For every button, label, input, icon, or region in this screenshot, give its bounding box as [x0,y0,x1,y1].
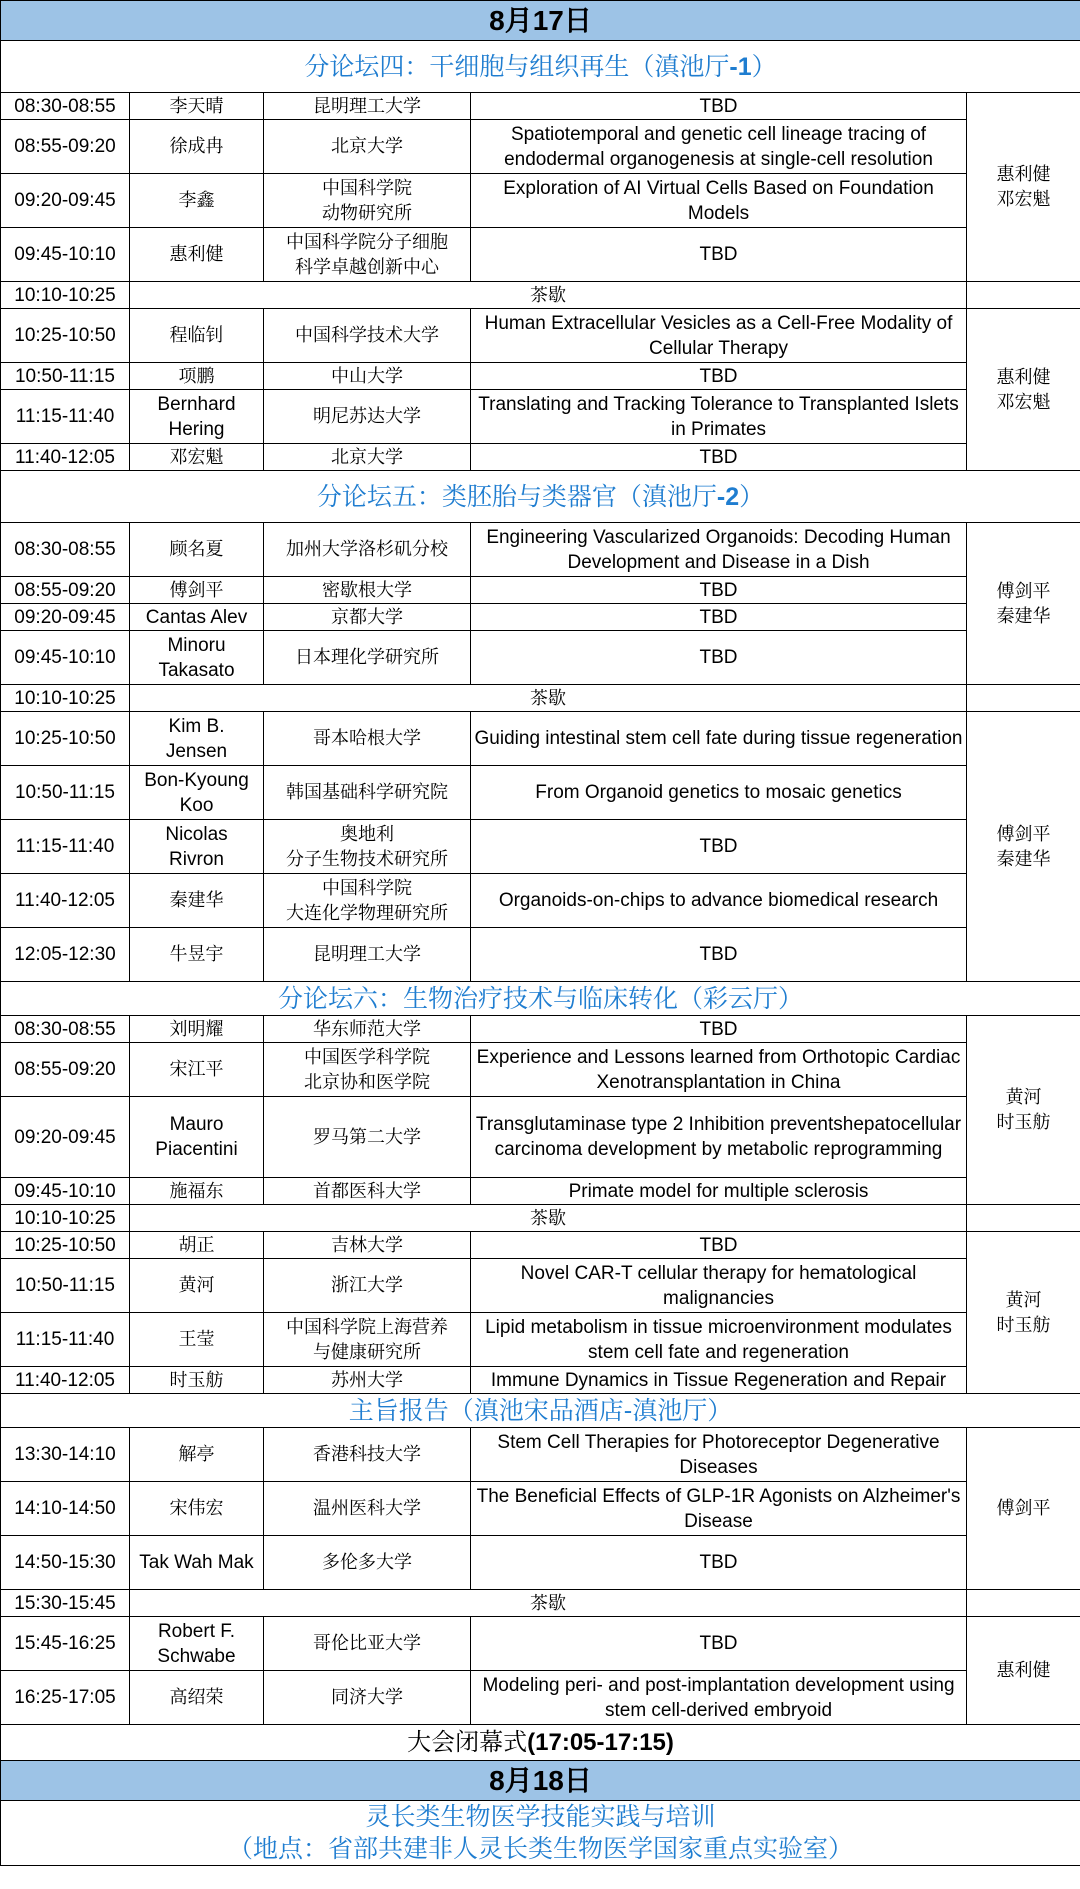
talk-title: Primate model for multiple sclerosis [471,1178,967,1205]
forum5-chairs-morning: 傅剑平 秦建华 [967,523,1080,685]
talk-title: TBD [471,93,967,120]
training-title: 灵长类生物医学技能实践与培训 [365,1802,716,1831]
talk-time: 10:50-11:15 [1,1259,130,1313]
talk-title: Exploration of AI Virtual Cells Based on Foundation Models [471,174,967,228]
talk-time: 11:15-11:40 [1,390,130,444]
talk-title: TBD [471,1232,967,1259]
talk-speaker: 邓宏魁 [130,444,264,471]
talk-title: The Beneficial Effects of GLP-1R Agonists on Alzheimer's Disease [471,1482,967,1536]
talk-affiliation: 香港科技大学 [264,1428,471,1482]
talk-time: 14:50-15:30 [1,1536,130,1590]
talk-time: 08:55-09:20 [1,120,130,174]
talk-title: TBD [471,820,967,874]
keynote-chair-first: 傅剑平 [967,1428,1080,1590]
talk-title: TBD [471,1536,967,1590]
talk-affiliation: 浙江大学 [264,1259,471,1313]
talk-time: 13:30-14:10 [1,1428,130,1482]
talk-affiliation: 首都医科大学 [264,1178,471,1205]
talk-speaker: 王莹 [130,1313,264,1367]
training-session [1,1801,1080,1866]
talk-speaker: 高绍荣 [130,1671,264,1725]
talk-affiliation: 奥地利 分子生物技术研究所 [264,820,471,874]
talk-time: 11:15-11:40 [1,820,130,874]
break-time: 10:10-10:25 [1,1205,130,1232]
talk-title: Lipid metabolism in tissue microenvironment modulates stem cell fate and regeneration [471,1313,967,1367]
talk-speaker: 秦建华 [130,874,264,928]
talk-affiliation: 北京大学 [264,120,471,174]
talk-speaker: 施福东 [130,1178,264,1205]
talk-affiliation: 哥本哈根大学 [264,712,471,766]
talk-speaker: 李鑫 [130,174,264,228]
talk-speaker: Bon-Kyoung Koo [130,766,264,820]
talk-time: 08:30-08:55 [1,93,130,120]
talk-speaker: 解亭 [130,1428,264,1482]
forum5-title: 分论坛五：类胚胎与类器官（滇池厅-2） [1,471,1080,523]
talk-title: TBD [471,604,967,631]
talk-time: 09:20-09:45 [1,1097,130,1178]
talk-title: TBD [471,363,967,390]
talk-speaker: 程临钊 [130,309,264,363]
talk-title: Stem Cell Therapies for Photoreceptor Degenerative Diseases [471,1428,967,1482]
talk-speaker: Cantas Alev [130,604,264,631]
talk-affiliation: 中山大学 [264,363,471,390]
talk-time: 09:45-10:10 [1,228,130,282]
talk-time: 11:40-12:05 [1,1367,130,1394]
talk-affiliation: 加州大学洛杉矶分校 [264,523,471,577]
talk-title: TBD [471,1617,967,1671]
talk-title: Novel CAR-T cellular therapy for hematological malignancies [471,1259,967,1313]
talk-title: Organoids-on-chips to advance biomedical research [471,874,967,928]
talk-affiliation: 密歇根大学 [264,577,471,604]
talk-time: 10:25-10:50 [1,712,130,766]
talk-speaker: 胡正 [130,1232,264,1259]
talk-speaker: 傅剑平 [130,577,264,604]
talk-speaker: Mauro Piacentini [130,1097,264,1178]
talk-speaker: Robert F. Schwabe [130,1617,264,1671]
talk-title: Human Extracellular Vesicles as a Cell-Free Modality of Cellular Therapy [471,309,967,363]
talk-title: TBD [471,228,967,282]
talk-affiliation: 苏州大学 [264,1367,471,1394]
talk-affiliation: 京都大学 [264,604,471,631]
break-time: 10:10-10:25 [1,685,130,712]
training-location: （地点：省部共建非人灵长类生物医学国家重点实验室） [228,1834,854,1863]
talk-title: Transglutaminase type 2 Inhibition preventshepatocellular carcinoma development by metabolic reprogramming [471,1097,967,1178]
talk-affiliation: 昆明理工大学 [264,928,471,982]
talk-time: 08:55-09:20 [1,1043,130,1097]
talk-time: 08:55-09:20 [1,577,130,604]
talk-time: 16:25-17:05 [1,1671,130,1725]
tea-break: 茶歇 [130,1205,967,1232]
talk-title: Spatiotemporal and genetic cell lineage tracing of endodermal organogenesis at single-cell resolution [471,120,967,174]
talk-speaker: 宋江平 [130,1043,264,1097]
talk-speaker: 牛昱宇 [130,928,264,982]
forum6-chairs-late: 黄河 时玉舫 [967,1232,1080,1394]
talk-time: 08:30-08:55 [1,1016,130,1043]
forum6-title: 分论坛六：生物治疗技术与临床转化（彩云厅） [1,982,1080,1016]
talk-time: 10:50-11:15 [1,766,130,820]
talk-speaker: 宋伟宏 [130,1482,264,1536]
talk-affiliation: 温州医科大学 [264,1482,471,1536]
talk-speaker: Minoru Takasato [130,631,264,685]
talk-affiliation: 北京大学 [264,444,471,471]
talk-affiliation: 哥伦比亚大学 [264,1617,471,1671]
closing-ceremony: 大会闭幕式(17:05-17:15) [1,1725,1080,1761]
talk-time: 10:50-11:15 [1,363,130,390]
talk-speaker: Bernhard Hering [130,390,264,444]
talk-affiliation: 中国科学院上海营养 与健康研究所 [264,1313,471,1367]
talk-title: Translating and Tracking Tolerance to Transplanted Islets in Primates [471,390,967,444]
talk-title: TBD [471,444,967,471]
forum6-chairs-morning: 黄河 时玉舫 [967,1016,1080,1205]
talk-time: 12:05-12:30 [1,928,130,982]
talk-title: TBD [471,577,967,604]
talk-time: 11:40-12:05 [1,874,130,928]
talk-time: 11:15-11:40 [1,1313,130,1367]
talk-time: 10:25-10:50 [1,1232,130,1259]
talk-time: 11:40-12:05 [1,444,130,471]
talk-time: 09:20-09:45 [1,174,130,228]
keynote-chair-second: 惠利健 [967,1617,1080,1725]
tea-break: 茶歇 [130,282,967,309]
talk-time: 08:30-08:55 [1,523,130,577]
talk-affiliation: 中国科学院分子细胞 科学卓越创新中心 [264,228,471,282]
talk-speaker: Nicolas Rivron [130,820,264,874]
date-header-aug17: 8月17日 [1,1,1080,41]
talk-affiliation: 同济大学 [264,1671,471,1725]
talk-affiliation: 中国科学技术大学 [264,309,471,363]
talk-speaker: 李天晴 [130,93,264,120]
talk-affiliation: 昆明理工大学 [264,93,471,120]
break-time: 10:10-10:25 [1,282,130,309]
date-header-aug18: 8月18日 [1,1761,1080,1801]
talk-affiliation: 韩国基础科学研究院 [264,766,471,820]
keynote-title: 主旨报告（滇池宋品酒店-滇池厅） [1,1394,1080,1428]
talk-affiliation: 罗马第二大学 [264,1097,471,1178]
talk-affiliation: 吉林大学 [264,1232,471,1259]
talk-speaker: 时玉舫 [130,1367,264,1394]
tea-break: 茶歇 [130,685,967,712]
forum4-title: 分论坛四：干细胞与组织再生（滇池厅-1） [1,41,1080,93]
talk-affiliation: 中国科学院 大连化学物理研究所 [264,874,471,928]
talk-affiliation: 明尼苏达大学 [264,390,471,444]
talk-speaker: 刘明耀 [130,1016,264,1043]
talk-title: Immune Dynamics in Tissue Regeneration and Repair [471,1367,967,1394]
talk-speaker: 黄河 [130,1259,264,1313]
talk-affiliation: 多伦多大学 [264,1536,471,1590]
tea-break: 茶歇 [130,1590,967,1617]
talk-time: 14:10-14:50 [1,1482,130,1536]
talk-title: Modeling peri- and post-implantation development using stem cell-derived embryoid [471,1671,967,1725]
talk-affiliation: 中国医学科学院 北京协和医学院 [264,1043,471,1097]
talk-time: 09:20-09:45 [1,604,130,631]
talk-title: From Organoid genetics to mosaic genetics [471,766,967,820]
talk-title: Experience and Lessons learned from Orthotopic Cardiac Xenotransplantation in China [471,1043,967,1097]
talk-title: TBD [471,631,967,685]
talk-title: TBD [471,1016,967,1043]
talk-affiliation: 华东师范大学 [264,1016,471,1043]
talk-title: Guiding intestinal stem cell fate during tissue regeneration [471,712,967,766]
forum4-chairs-late: 惠利健 邓宏魁 [967,309,1080,471]
talk-time: 09:45-10:10 [1,631,130,685]
talk-time: 09:45-10:10 [1,1178,130,1205]
talk-speaker: 项鹏 [130,363,264,390]
talk-affiliation: 中国科学院 动物研究所 [264,174,471,228]
talk-time: 15:45-16:25 [1,1617,130,1671]
talk-speaker: Kim B. Jensen [130,712,264,766]
talk-title: TBD [471,928,967,982]
talk-time: 10:25-10:50 [1,309,130,363]
talk-speaker: 顾名夏 [130,523,264,577]
talk-speaker: 惠利健 [130,228,264,282]
forum4-chairs-morning: 惠利健 邓宏魁 [967,93,1080,282]
talk-speaker: Tak Wah Mak [130,1536,264,1590]
talk-speaker: 徐成冉 [130,120,264,174]
break-time: 15:30-15:45 [1,1590,130,1617]
talk-title: Engineering Vascularized Organoids: Decoding Human Development and Disease in a Dish [471,523,967,577]
talk-affiliation: 日本理化学研究所 [264,631,471,685]
forum5-chairs-late: 傅剑平 秦建华 [967,712,1080,982]
